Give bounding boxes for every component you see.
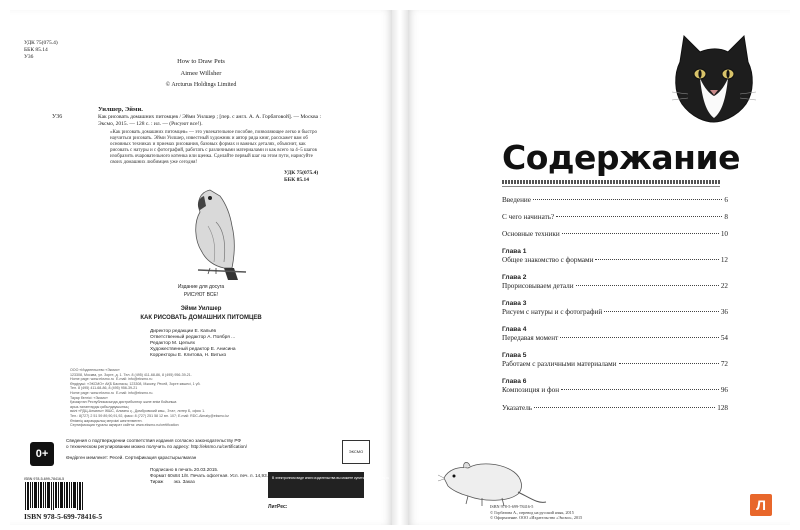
- toc-leader: [604, 311, 719, 312]
- toc-entry-page: 96: [720, 386, 728, 394]
- print-info: Подписано в печать 20.03.2015. Формат 60x84 1/8. Печать офсетная. Усл. печ. л. 14,93. Тираж экз. Заказ: [150, 467, 268, 484]
- toc-entry-page: 72: [720, 360, 728, 368]
- toc-entry-label: Работаем с различными материалами: [502, 360, 617, 368]
- russian-author: Эйми Уилшер: [180, 306, 222, 312]
- toc-leader: [560, 337, 719, 338]
- toc-chapter-label: Глава 1: [502, 248, 527, 255]
- udk-code-bottom: УДК 75(075.4) ББК 85.14: [284, 170, 319, 183]
- toc-entry-label: Введение: [502, 196, 531, 204]
- udk-code-top: УДК 75(075.4) ББК 85.14 У36: [24, 40, 58, 60]
- cat-illustration: [670, 32, 758, 124]
- toc-entry-label: С чего начинать?: [502, 213, 555, 221]
- publisher-logo: ЭКСМО: [342, 440, 370, 464]
- toc-entry-page: 10: [720, 230, 728, 238]
- isbn: ISBN 978-5-699-78416-5: [24, 512, 103, 521]
- stores-caption: В электронном виде книги издательства вы можете купить на www.litres.ru: [272, 476, 390, 480]
- original-title: How to Draw Pets: [177, 58, 225, 65]
- toc-chapter-label: Глава 2: [502, 274, 527, 281]
- toc-entry-page: 36: [720, 308, 728, 316]
- toc-entry-label: Прорисовываем детали: [502, 282, 574, 290]
- toc-entry-page: 128: [717, 404, 728, 412]
- barcode-icon: [24, 480, 84, 514]
- toc-chapter-label: Глава 6: [502, 378, 527, 385]
- title-underline: [502, 180, 720, 184]
- page-title: Содержание: [502, 138, 740, 177]
- toc-leader: [619, 363, 719, 364]
- series-name: РИСУЮТ ВСЕ!: [183, 292, 219, 298]
- age-rating-badge: 0+: [30, 442, 54, 466]
- editorial-credits: Директор редакции Е. Капьёв Ответственный редактор А. Поября ... Редактор М. Цельях Художественный редактор Е. Анисина Корректоры Е. Клитова, Н. Витько: [150, 329, 236, 358]
- toc-chapter-label: Глава 3: [502, 300, 527, 307]
- toc-entry: [502, 196, 728, 205]
- toc-entry: [502, 308, 728, 317]
- conformity-notice: Сведения о подтверждении соответствия издания согласно законодательству РФ о техническом регулировании можно получить по адресу: http://eksmo.ru/certification/ Өндірген мемлекет: Ресей. Сертификация қарастырылмаған: [66, 438, 247, 461]
- edition-type: Издание для досуга: [177, 284, 225, 290]
- annotation: «Как рисовать домашних питомцев» — это увлекательное пособие, позволяющее легко и быстро научиться рисовать. Эйми Уилшер, известный художник и автор ряда книг, расскажет вам об основных техниках и приемах рисования, базовых формах и важных деталях, объяснит, как рисовать с натуры и с фотографий, работать с различными материалами и как всего за 4–5 шагов изобразить очаровательного котенка или щенка. Сделайте первый шаг на этом пути, нарисуйте своих домашних любимцев уже сегодня!: [110, 130, 317, 165]
- imprint-page: [10, 10, 392, 525]
- toc-leader: [556, 216, 722, 217]
- contents-page: [408, 10, 790, 525]
- toc-entry: [502, 404, 728, 413]
- toc-entry: [502, 386, 728, 395]
- toc-entry-page: 54: [720, 334, 728, 342]
- toc-entry-label: Композиция и фон: [502, 386, 560, 394]
- toc-entry: [502, 334, 728, 343]
- rat-illustration: [438, 448, 548, 510]
- toc-entry-page: 8: [724, 213, 728, 221]
- toc-entry-page: 22: [720, 282, 728, 290]
- toc-entry: [502, 230, 728, 239]
- original-copyright: © Arcturus Holdings Limited: [165, 82, 237, 88]
- toc-chapter-label: Глава 5: [502, 352, 527, 359]
- litres-logo: ЛитРес:: [268, 504, 288, 510]
- toc-entry-label: Указатель: [502, 404, 533, 412]
- toc-leader: [595, 259, 718, 260]
- toc-entry-label: Общее знакомство с формами: [502, 256, 594, 264]
- title-underline-thin: [502, 186, 720, 187]
- parrot-illustration: [180, 182, 260, 282]
- toc-entry: [502, 256, 728, 265]
- toc-entry-label: Рисуем с натуры и с фотографий: [502, 308, 603, 316]
- original-author: Aimee Willsher: [180, 70, 222, 77]
- toc-entry-page: 12: [720, 256, 728, 264]
- catalog-code: У36: [52, 114, 63, 120]
- toc-leader: [533, 199, 722, 200]
- toc-entry-label: Основные техники: [502, 230, 560, 238]
- toc-leader: [561, 389, 719, 390]
- toc-entry: [502, 213, 728, 222]
- toc-leader: [534, 407, 715, 408]
- toc-entry-label: Передавая момент: [502, 334, 559, 342]
- copyright-credits: ISBN 978-5-699-78416-5 © Горбатова А., перевод на русский язык, 2015 © Оформление. ООО «Издательство «Эксмо», 2015: [490, 504, 583, 520]
- litres-badge-icon[interactable]: Л: [750, 494, 772, 516]
- russian-title: КАК РИСОВАТЬ ДОМАШНИХ ПИТОМЦЕВ: [140, 315, 262, 321]
- toc-leader: [576, 285, 719, 286]
- book-gutter: [392, 10, 408, 525]
- catalog-author: Уилшер, Эйми.: [98, 106, 143, 113]
- isbn-small: ISBN 978-5-699-78416-5: [24, 477, 65, 481]
- toc-chapter-label: Глава 4: [502, 326, 527, 333]
- toc-entry: [502, 282, 728, 291]
- toc-entry-page: 6: [724, 196, 728, 204]
- publisher-fine-print: ООО «Издательство «Эксмо» 123308, Москва, ул. Зорге, д. 1. Тел. 8 (495) 411-68-86, 8 (495) 956-39-21. Home page: www.eksmo.ru E-mail: info@eksmo.ru Өндіруші: «ЭКСМО» АҚБ Баспасы, 123308, Мәскеу, Ресей, Зорге көшесі, 1 үй. Тел. 8 (495) 411-68-86, 8 (495) 956-39-21 Home page: www.eksmo.ru E-mail: info@eksmo.ru. Тауар белгісі: «Эксмо» Қазақстан Республикасында дистрибьютор және өнім бойынша арыз-талаптарды қабылдаушының өкілі «РДЦ-Алматы» ЖШС, Алматы қ., Домбровский көш., 3«а», литер Б, офис 1. Тел.: 8(727) 2 51 59 89,90,91,92, факс: 8 (727) 251 58 12 вн. 107; E-mail: RDC-Almaty@eksmo.kz Өнімнің жарамдылық мерзімі шектелмеген. Сертификация туралы ақпарат сайтта: www.eksmo.ru/certification: [70, 368, 229, 428]
- toc-leader: [562, 233, 719, 234]
- toc-entry: [502, 360, 728, 369]
- catalog-description: Как рисовать домашних питомцев / Эйми Уилшер ; [пер. с англ. А. А. Горбатовой]. — Москва : Эксмо, 2015. — 128 с. : ил. — (Рисуют все!).: [98, 114, 321, 127]
